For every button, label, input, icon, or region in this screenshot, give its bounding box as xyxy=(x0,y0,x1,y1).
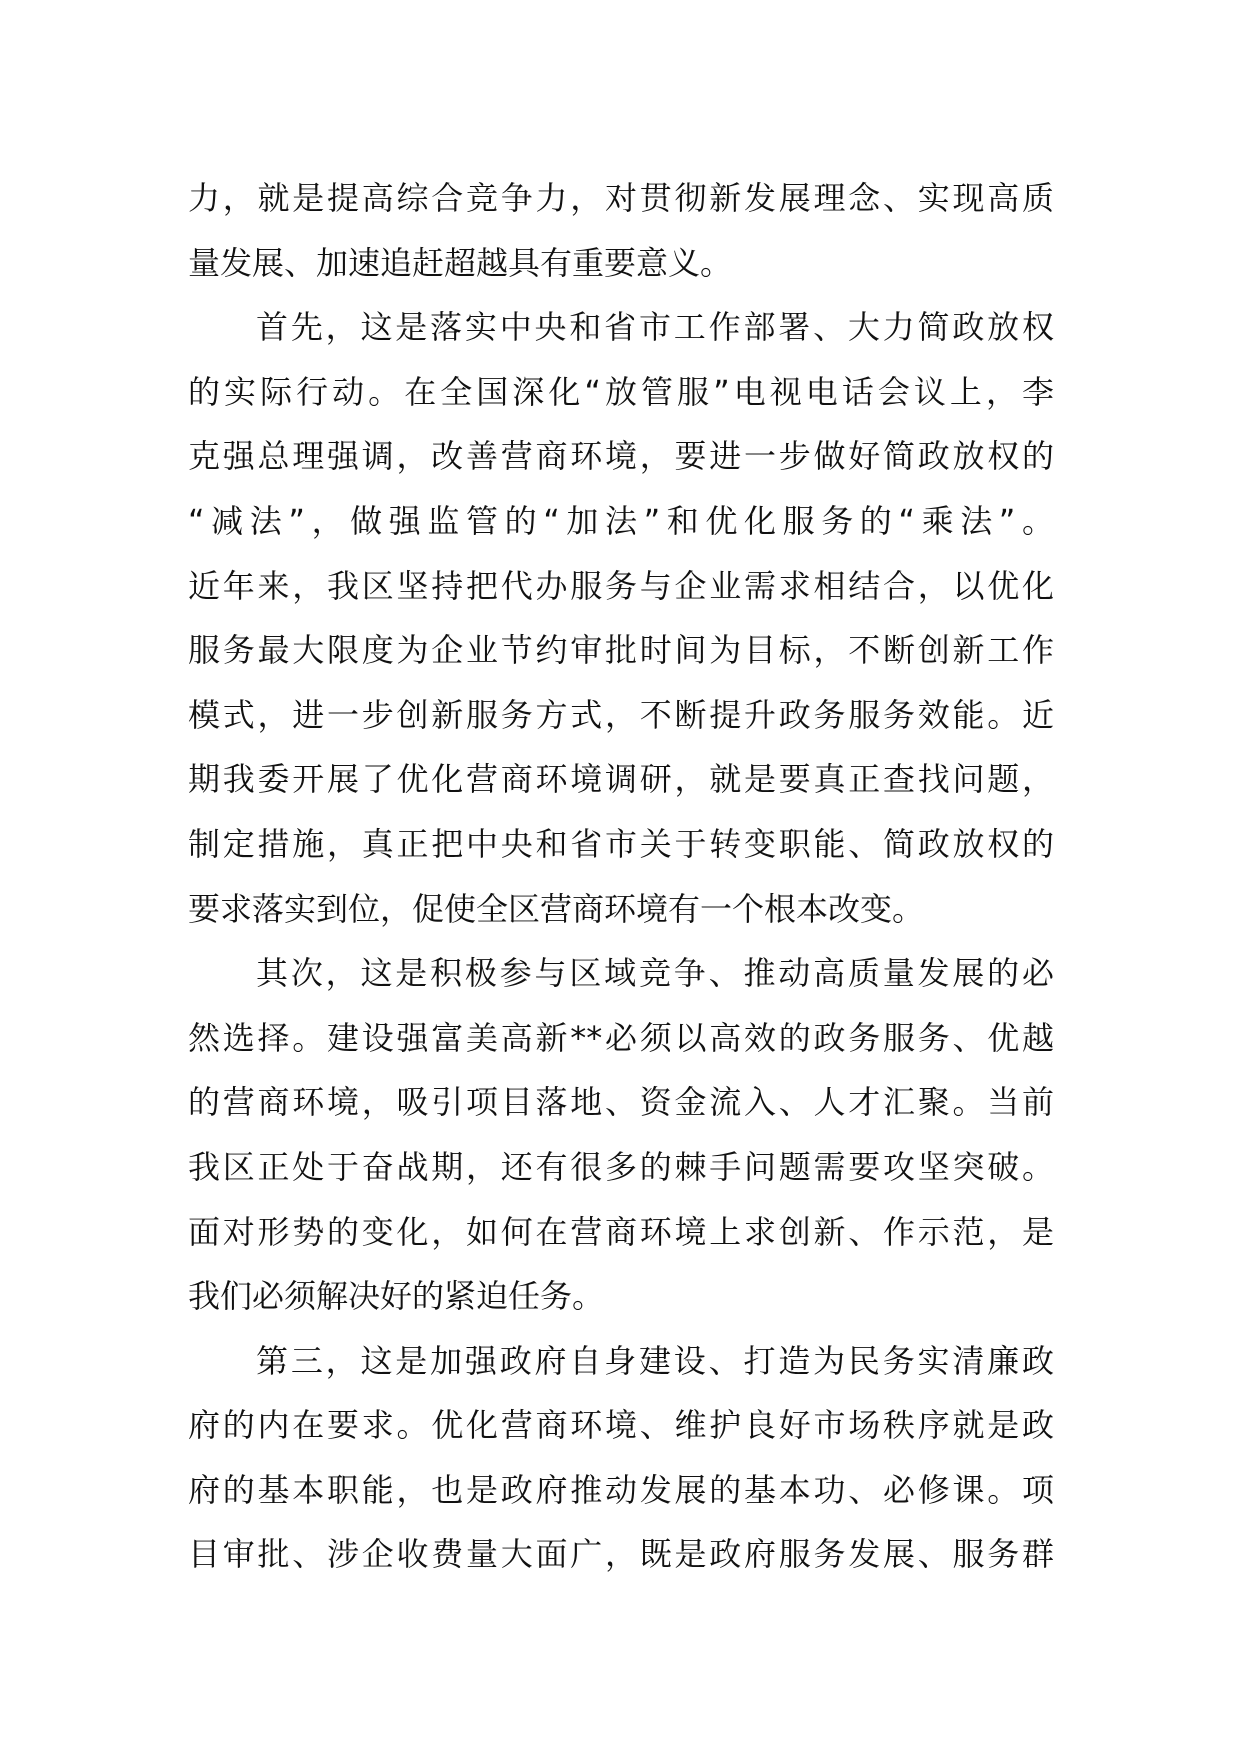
paragraph-line: 力，就是提高综合竞争力，对贯彻新发展理念、实现高质 xyxy=(188,179,1054,217)
paragraph-line: 首先，这是落实中央和省市工作部署、大力简政放权 xyxy=(256,308,1054,347)
document-body xyxy=(188,166,1054,1587)
paragraph-line: 量发展、加速追赶超越具有重要意义。 xyxy=(188,243,733,282)
paragraph-line: 要求落实到位，促使全区营商环境有一个根本改变。 xyxy=(188,889,925,928)
paragraph-line: 第三，这是加强政府自身建设、打造为民务实清廉政 xyxy=(256,1341,1054,1380)
paragraph-line: 府的基本职能，也是政府推动发展的基本功、必修课。项 xyxy=(188,1470,1054,1509)
paragraph-line: 面对形势的变化，如何在营商环境上求创新、作示范，是 xyxy=(188,1212,1054,1251)
paragraph-line: 服务最大限度为企业节约审批时间为目标，不断创新工作 xyxy=(188,631,1054,670)
paragraph-line: 模式，进一步创新服务方式，不断提升政务服务效能。近 xyxy=(188,695,1054,734)
paragraph-line: 近年来，我区坚持把代办服务与企业需求相结合，以优化 xyxy=(188,566,1054,605)
paragraph-line: 克强总理强调，改善营商环境，要进一步做好简政放权的 xyxy=(188,437,1054,476)
paragraph-line: 制定措施，真正把中央和省市关于转变职能、简政放权的 xyxy=(188,824,1054,863)
paragraph-line: 期我委开展了优化营商环境调研，就是要真正查找问题， xyxy=(188,760,1054,799)
paragraph-line: 府的内在要求。优化营商环境、维护良好市场秩序就是政 xyxy=(188,1406,1054,1445)
paragraph-line: 目审批、涉企收费量大面广，既是政府服务发展、服务群 xyxy=(188,1535,1054,1574)
paragraph-line: 的实际行动。在全国深化“放管服”电视电话会议上，李 xyxy=(188,372,1054,411)
paragraph-line: 我们必须解决好的紧迫任务。 xyxy=(188,1277,605,1316)
paragraph-line: 然选择。建设强富美高新**必须以高效的政务服务、优越 xyxy=(188,1018,1054,1057)
paragraph-line: 其次，这是积极参与区域竞争、推动高质量发展的必 xyxy=(256,954,1054,993)
paragraph-line: 的营商环境，吸引项目落地、资金流入、人才汇聚。当前 xyxy=(188,1083,1054,1122)
paragraph-line: “减法”，做强监管的“加法”和优化服务的“乘法”。 xyxy=(188,501,1054,540)
paragraph-line: 我区正处于奋战期，还有很多的棘手问题需要攻坚突破。 xyxy=(188,1147,1054,1186)
